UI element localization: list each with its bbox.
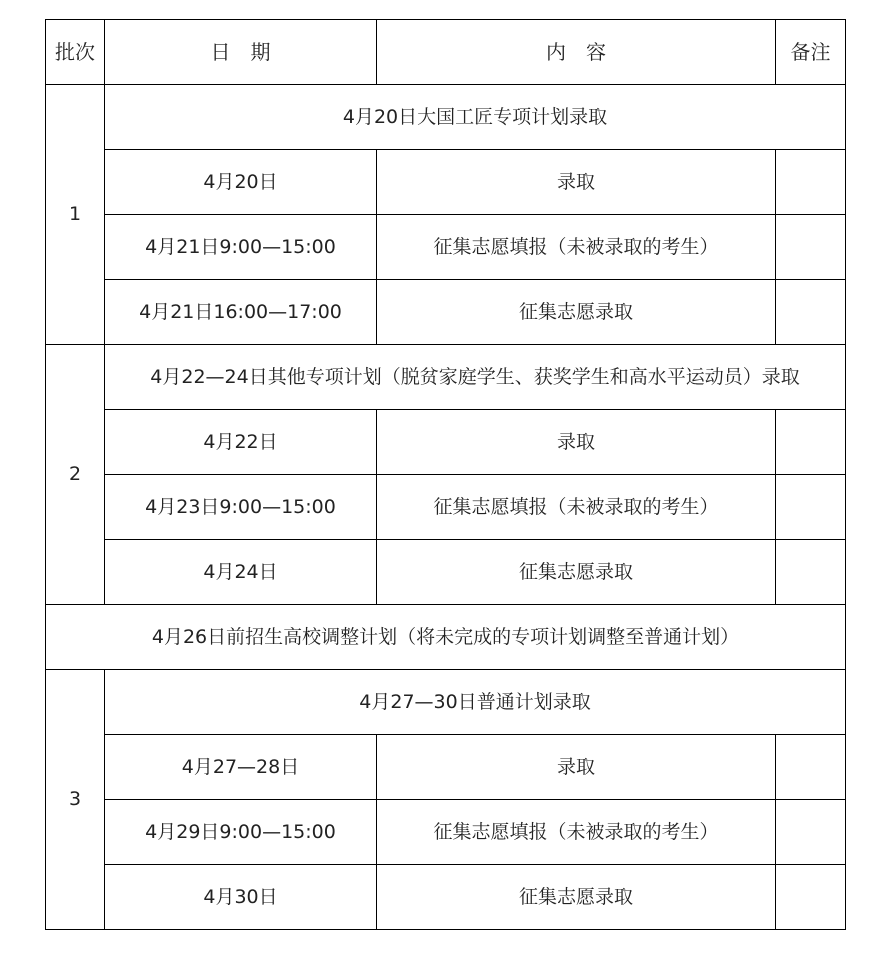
row-date: 4月21日16:00—17:00 bbox=[105, 280, 377, 345]
row-content: 征集志愿录取 bbox=[377, 280, 776, 345]
row-remark bbox=[776, 410, 846, 475]
header-row bbox=[46, 20, 846, 85]
batch-1-number: 1 bbox=[46, 85, 105, 345]
row-content: 录取 bbox=[377, 150, 776, 215]
header-batch: 批次 bbox=[46, 20, 105, 85]
row-date: 4月22日 bbox=[105, 410, 377, 475]
table-row bbox=[46, 150, 846, 215]
row-remark bbox=[776, 150, 846, 215]
row-date: 4月30日 bbox=[105, 865, 377, 930]
row-remark bbox=[776, 280, 846, 345]
row-content: 征集志愿填报（未被录取的考生） bbox=[377, 475, 776, 540]
header-content: 内 容 bbox=[377, 20, 776, 85]
row-remark bbox=[776, 800, 846, 865]
plan-adjustment-row bbox=[46, 605, 846, 670]
table-row bbox=[46, 800, 846, 865]
table-row bbox=[46, 280, 846, 345]
row-date: 4月27—28日 bbox=[105, 735, 377, 800]
batch-3-number: 3 bbox=[46, 670, 105, 930]
batch-2-number: 2 bbox=[46, 345, 105, 605]
table-row bbox=[46, 865, 846, 930]
admission-schedule-table bbox=[45, 19, 846, 930]
row-date: 4月24日 bbox=[105, 540, 377, 605]
batch-2-title: 4月22—24日其他专项计划（脱贫家庭学生、获奖学生和高水平运动员）录取 bbox=[105, 345, 846, 410]
row-remark bbox=[776, 215, 846, 280]
row-content: 录取 bbox=[377, 410, 776, 475]
table-row bbox=[46, 540, 846, 605]
row-remark bbox=[776, 475, 846, 540]
row-content: 征集志愿填报（未被录取的考生） bbox=[377, 800, 776, 865]
row-content: 征集志愿填报（未被录取的考生） bbox=[377, 215, 776, 280]
row-remark bbox=[776, 540, 846, 605]
batch-3-title: 4月27—30日普通计划录取 bbox=[105, 670, 846, 735]
plan-adjustment-note: 4月26日前招生高校调整计划（将未完成的专项计划调整至普通计划） bbox=[46, 605, 846, 670]
header-remark: 备注 bbox=[776, 20, 846, 85]
row-remark bbox=[776, 735, 846, 800]
table-row bbox=[46, 215, 846, 280]
row-content: 录取 bbox=[377, 735, 776, 800]
batch-1-title-row bbox=[46, 85, 846, 150]
batch-1-title: 4月20日大国工匠专项计划录取 bbox=[105, 85, 846, 150]
row-date: 4月21日9:00—15:00 bbox=[105, 215, 377, 280]
batch-3-title-row bbox=[46, 670, 846, 735]
table-row bbox=[46, 735, 846, 800]
row-content: 征集志愿录取 bbox=[377, 540, 776, 605]
row-remark bbox=[776, 865, 846, 930]
row-date: 4月20日 bbox=[105, 150, 377, 215]
table-row bbox=[46, 410, 846, 475]
header-date: 日 期 bbox=[105, 20, 377, 85]
row-date: 4月23日9:00—15:00 bbox=[105, 475, 377, 540]
table-row bbox=[46, 475, 846, 540]
row-content: 征集志愿录取 bbox=[377, 865, 776, 930]
batch-2-title-row bbox=[46, 345, 846, 410]
row-date: 4月29日9:00—15:00 bbox=[105, 800, 377, 865]
